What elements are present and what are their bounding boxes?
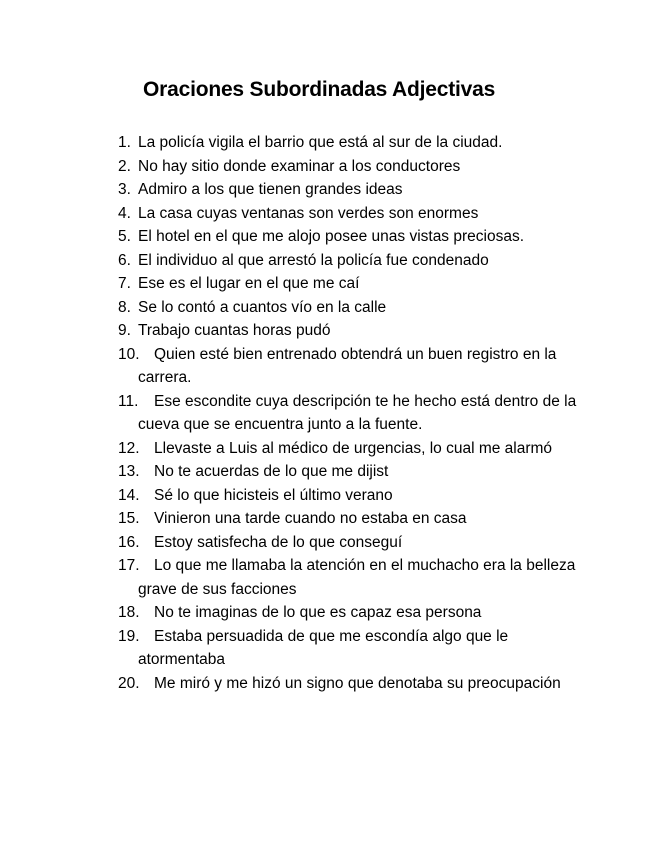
sentence-list xyxy=(118,131,598,695)
list-item-4 xyxy=(118,202,598,226)
list-item-15 xyxy=(118,507,598,531)
item-number: 9. xyxy=(118,322,131,339)
item-number: 12. xyxy=(118,439,140,457)
list-item-8 xyxy=(118,296,598,320)
item-text: El hotel en el que me alojo posee unas vistas preciosas. xyxy=(138,228,525,245)
item-text: Lo que me llamaba la atención en el muchacho era la belleza grave de sus facciones xyxy=(138,557,576,598)
item-text: No hay sitio donde examinar a los conductores xyxy=(138,157,461,175)
item-number: 20. xyxy=(118,674,140,692)
item-text: El individuo al que arrestó la policía fue condenado xyxy=(138,251,489,269)
list-item-1 xyxy=(118,131,598,155)
page-title: Oraciones Subordinadas Adjectivas xyxy=(143,78,496,101)
item-text: Ese es el lugar en el que me caí xyxy=(138,275,360,292)
list-item-5 xyxy=(118,225,598,249)
list-item-16 xyxy=(118,531,598,555)
item-number: 3. xyxy=(118,181,131,198)
list-item-3 xyxy=(118,178,598,202)
item-number: 6. xyxy=(118,251,131,269)
list-item-2 xyxy=(118,155,598,179)
item-text: Estaba persuadida de que me escondía algo que le atormentaba xyxy=(138,627,509,668)
list-item-13 xyxy=(118,460,598,484)
list-item-14 xyxy=(118,484,598,508)
item-text: Quien esté bien entrenado obtendrá un buen registro en la carrera. xyxy=(138,345,557,386)
item-number: 7. xyxy=(118,275,131,292)
item-text: Estoy satisfecha de lo que conseguí xyxy=(154,533,403,551)
item-text: No te acuerdas de lo que me dijist xyxy=(154,463,389,480)
list-item-20 xyxy=(118,672,598,696)
item-text: La policía vigila el barrio que está al sur de la ciudad. xyxy=(138,134,503,151)
item-text: La casa cuyas ventanas son verdes son enormes xyxy=(138,204,479,222)
item-number: 18. xyxy=(118,604,140,621)
list-item-10 xyxy=(118,343,598,390)
list-item-12 xyxy=(118,437,598,461)
item-text: Me miró y me hizó un signo que denotaba su preocupación xyxy=(154,674,561,692)
list-item-19 xyxy=(118,625,598,672)
item-number: 10. xyxy=(118,345,140,363)
list-item-18 xyxy=(118,601,598,625)
list-item-11 xyxy=(118,390,598,437)
item-text: Ese escondite cuya descripción te he hecho está dentro de la cueva que se encuentra junto a la fuente. xyxy=(138,392,577,433)
list-item-9 xyxy=(118,319,598,343)
item-number: 1. xyxy=(118,134,131,151)
item-text: Se lo contó a cuantos vío en la calle xyxy=(138,298,387,316)
item-text: Admiro a los que tienen grandes ideas xyxy=(138,181,403,198)
list-item-6 xyxy=(118,249,598,273)
item-text: Llevaste a Luis al médico de urgencias, lo cual me alarmó xyxy=(154,439,553,457)
item-text: Trabajo cuantas horas pudó xyxy=(138,322,331,339)
item-number: 14. xyxy=(118,486,140,504)
item-text: No te imaginas de lo que es capaz esa persona xyxy=(154,604,482,621)
item-number: 16. xyxy=(118,533,140,551)
list-item-17 xyxy=(118,554,598,601)
item-number: 2. xyxy=(118,157,131,175)
item-number: 8. xyxy=(118,298,131,316)
item-number: 13. xyxy=(118,463,140,480)
item-number: 17. xyxy=(118,557,140,574)
item-number: 11. xyxy=(118,392,139,410)
item-text: Vinieron una tarde cuando no estaba en casa xyxy=(154,510,467,527)
item-number: 4. xyxy=(118,204,131,222)
item-number: 15. xyxy=(118,510,140,527)
item-number: 5. xyxy=(118,228,131,245)
list-item-7 xyxy=(118,272,598,296)
item-number: 19. xyxy=(118,627,140,645)
item-text: Sé lo que hicisteis el último verano xyxy=(154,486,393,504)
